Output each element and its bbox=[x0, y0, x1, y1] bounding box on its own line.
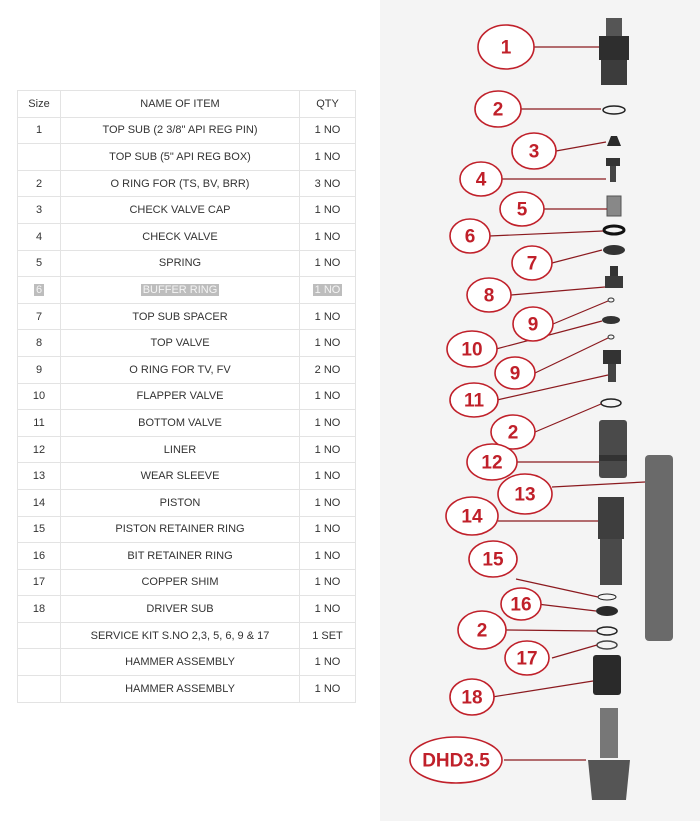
cell-name-text: BUFFER RING bbox=[142, 283, 218, 296]
cell-qty bbox=[300, 383, 356, 410]
callout-bubble bbox=[460, 162, 502, 196]
cell-name bbox=[61, 383, 300, 410]
table-row bbox=[18, 144, 356, 171]
wear-sleeve-part bbox=[645, 455, 673, 641]
cell-name bbox=[61, 676, 300, 703]
cell-size bbox=[18, 596, 61, 623]
table-row bbox=[18, 197, 356, 224]
callout-bubble bbox=[512, 246, 552, 280]
callout-number: 2 bbox=[492, 99, 504, 121]
cell-name bbox=[61, 144, 300, 171]
cell-size-text: 17 bbox=[32, 576, 46, 589]
cell-qty-text: 1 NO bbox=[314, 656, 341, 669]
cell-name bbox=[61, 516, 300, 543]
cell-size bbox=[18, 330, 61, 357]
cell-qty bbox=[300, 277, 356, 304]
callout-bubble bbox=[505, 641, 549, 675]
cell-name bbox=[61, 463, 300, 490]
cell-name-text: PISTON bbox=[159, 496, 201, 509]
header-qty: QTY bbox=[300, 91, 356, 118]
callout-number: 5 bbox=[516, 199, 528, 221]
callout-bubble bbox=[513, 307, 553, 341]
cell-name-text: SPRING bbox=[158, 257, 202, 270]
callout-number: 8 bbox=[483, 285, 495, 307]
cell-qty bbox=[300, 144, 356, 171]
cell-qty-text: 1 NO bbox=[314, 603, 341, 616]
cell-name bbox=[61, 489, 300, 516]
table-row bbox=[18, 330, 356, 357]
callout-number: 2 bbox=[476, 620, 488, 642]
callout-bubble bbox=[469, 541, 517, 577]
cell-qty bbox=[300, 410, 356, 437]
liner-part bbox=[599, 420, 627, 478]
header-name-of-item: NAME OF ITEM bbox=[61, 91, 300, 118]
table-row bbox=[18, 622, 356, 649]
exploded-view-diagram bbox=[380, 0, 700, 821]
cell-qty-text: 1 NO bbox=[314, 204, 341, 217]
cell-size-text: 13 bbox=[32, 470, 46, 483]
cell-size bbox=[18, 436, 61, 463]
cell-name-text: FLAPPER VALVE bbox=[136, 390, 224, 403]
cell-size-text: 10 bbox=[32, 390, 46, 403]
callout-bubble bbox=[495, 357, 535, 389]
callout-number: 18 bbox=[461, 687, 483, 709]
cell-size bbox=[18, 649, 61, 676]
drill-bit-part bbox=[588, 708, 630, 800]
cell-size bbox=[18, 383, 61, 410]
cell-size-text: 2 bbox=[35, 177, 43, 190]
piston-part bbox=[598, 497, 624, 585]
buffer-ring-part bbox=[604, 226, 624, 234]
cell-qty-text: 1 NO bbox=[314, 230, 341, 243]
table-row bbox=[18, 436, 356, 463]
table-row bbox=[18, 489, 356, 516]
table-row bbox=[18, 410, 356, 437]
cell-qty-text: 1 NO bbox=[314, 576, 341, 589]
table-row bbox=[18, 170, 356, 197]
table-row bbox=[18, 383, 356, 410]
cell-qty-text: 1 NO bbox=[314, 496, 341, 509]
cell-size bbox=[18, 170, 61, 197]
cell-size-text: 6 bbox=[35, 283, 43, 296]
cell-size bbox=[18, 117, 61, 144]
callout-bubble bbox=[467, 278, 511, 312]
table-row bbox=[18, 117, 356, 144]
cell-size bbox=[18, 569, 61, 596]
cell-size-text: 12 bbox=[32, 443, 46, 456]
o-ring-part bbox=[603, 106, 625, 114]
cell-qty bbox=[300, 622, 356, 649]
cell-qty-text: 1 SET bbox=[312, 629, 343, 642]
cell-name bbox=[61, 250, 300, 277]
table-row bbox=[18, 463, 356, 490]
bottom-valve-part bbox=[603, 350, 621, 382]
cell-name-text: TOP VALVE bbox=[150, 337, 210, 350]
cell-size bbox=[18, 410, 61, 437]
cell-name-text: BOTTOM VALVE bbox=[138, 416, 222, 429]
cell-qty bbox=[300, 676, 356, 703]
cell-name bbox=[61, 223, 300, 250]
cell-size bbox=[18, 144, 61, 171]
cell-size-text: 1 bbox=[35, 124, 43, 137]
callout-bubble bbox=[500, 192, 544, 226]
parts-table bbox=[17, 90, 356, 703]
cell-name-text: CHECK VALVE bbox=[142, 230, 218, 243]
cell-name bbox=[61, 622, 300, 649]
bit-retainer-ring-part bbox=[596, 606, 618, 616]
callout-bubble bbox=[458, 611, 506, 649]
cell-size bbox=[18, 250, 61, 277]
callout-number: DHD3.5 bbox=[422, 750, 490, 772]
cell-size-text: 11 bbox=[33, 416, 45, 429]
callout-bubble bbox=[512, 133, 556, 169]
callout-number: 15 bbox=[482, 549, 504, 571]
cell-size-text: 15 bbox=[32, 523, 46, 536]
cell-qty-text: 1 NO bbox=[314, 682, 341, 695]
cell-size bbox=[18, 622, 61, 649]
cell-name-text: HAMMER ASSEMBLY bbox=[125, 682, 235, 695]
cell-qty-text: 1 NO bbox=[314, 390, 341, 403]
cell-name bbox=[61, 277, 300, 304]
cell-size-text: 7 bbox=[35, 310, 43, 323]
cell-qty bbox=[300, 569, 356, 596]
cell-qty bbox=[300, 197, 356, 224]
table-row bbox=[18, 676, 356, 703]
table-header-row bbox=[18, 91, 356, 118]
callout-bubble bbox=[478, 25, 534, 69]
cell-qty-text: 3 NO bbox=[314, 177, 341, 190]
top-sub-part bbox=[599, 18, 629, 85]
callout-bubble bbox=[475, 91, 521, 127]
callout-number: 12 bbox=[481, 452, 503, 474]
callout-number: 14 bbox=[461, 506, 483, 528]
cell-qty bbox=[300, 223, 356, 250]
cell-qty bbox=[300, 516, 356, 543]
cell-qty-text: 1 NO bbox=[314, 310, 341, 323]
table-row bbox=[18, 516, 356, 543]
cell-size-text: 9 bbox=[35, 363, 43, 376]
model-label-bubble bbox=[410, 737, 502, 783]
cell-qty-text: 1 NO bbox=[314, 549, 341, 562]
cell-name-text: O RING FOR TV, FV bbox=[129, 363, 231, 376]
cell-name bbox=[61, 356, 300, 383]
cell-qty-text: 1 NO bbox=[314, 124, 341, 137]
callout-bubble bbox=[446, 497, 498, 535]
cell-name-text: TOP SUB SPACER bbox=[132, 310, 228, 323]
table-row bbox=[18, 223, 356, 250]
cell-size bbox=[18, 197, 61, 224]
table-row bbox=[18, 543, 356, 570]
cell-size bbox=[18, 489, 61, 516]
callout-bubble bbox=[498, 474, 552, 514]
cell-qty-text: 2 NO bbox=[314, 363, 341, 376]
cell-size-text: 4 bbox=[35, 230, 43, 243]
o-ring-small-part bbox=[608, 335, 614, 339]
cell-size-text: 5 bbox=[35, 257, 43, 270]
cell-qty-text: 1 NO bbox=[314, 470, 341, 483]
cell-qty-text: 1 NO bbox=[314, 443, 341, 456]
cell-qty-text: 1 NO bbox=[314, 150, 341, 163]
callout-number: 10 bbox=[461, 339, 483, 361]
exploded-view-panel bbox=[380, 0, 700, 821]
spring-part bbox=[607, 196, 621, 216]
piston-retainer-ring-part bbox=[598, 594, 616, 600]
cell-name-text: PISTON RETAINER RING bbox=[115, 523, 245, 536]
check-valve-cap-part bbox=[607, 136, 621, 146]
callout-bubble bbox=[450, 383, 498, 417]
cell-name-text: HAMMER ASSEMBLY bbox=[125, 656, 235, 669]
cell-qty bbox=[300, 170, 356, 197]
cell-size bbox=[18, 543, 61, 570]
cell-name bbox=[61, 197, 300, 224]
cell-qty bbox=[300, 303, 356, 330]
cell-name-text: CHECK VALVE CAP bbox=[129, 204, 231, 217]
cell-qty bbox=[300, 117, 356, 144]
cell-qty bbox=[300, 649, 356, 676]
cell-name bbox=[61, 410, 300, 437]
copper-shim-part bbox=[597, 641, 617, 649]
cell-size-text: 16 bbox=[32, 549, 46, 562]
callout-number: 4 bbox=[475, 169, 487, 191]
cell-size bbox=[18, 303, 61, 330]
callout-number: 9 bbox=[509, 363, 521, 385]
cell-size bbox=[18, 676, 61, 703]
table-row bbox=[18, 596, 356, 623]
cell-name bbox=[61, 170, 300, 197]
callout-bubble bbox=[501, 588, 541, 620]
cell-qty bbox=[300, 250, 356, 277]
table-body bbox=[18, 117, 356, 702]
cell-qty-text: 1 NO bbox=[314, 416, 341, 429]
callout-number: 1 bbox=[500, 37, 512, 59]
cell-name bbox=[61, 436, 300, 463]
cell-size bbox=[18, 463, 61, 490]
callout-bubble bbox=[447, 331, 497, 367]
cell-qty-text: 1 NO bbox=[314, 337, 341, 350]
cell-qty-text: 1 NO bbox=[314, 257, 341, 270]
cell-qty bbox=[300, 543, 356, 570]
cell-name-text: COPPER SHIM bbox=[141, 576, 219, 589]
cell-name-text: SERVICE KIT S.NO 2,3, 5, 6, 9 & 17 bbox=[90, 629, 270, 642]
o-ring-part bbox=[597, 627, 617, 635]
callout-number: 9 bbox=[527, 314, 539, 336]
header-size: Size bbox=[18, 91, 61, 118]
cell-size-text: 8 bbox=[35, 337, 43, 350]
cell-size bbox=[18, 516, 61, 543]
cell-qty bbox=[300, 489, 356, 516]
cell-qty bbox=[300, 330, 356, 357]
table-row bbox=[18, 649, 356, 676]
cell-name bbox=[61, 569, 300, 596]
cell-qty bbox=[300, 436, 356, 463]
cell-qty-text: 1 NO bbox=[314, 283, 341, 296]
callout-number: 3 bbox=[528, 141, 540, 163]
table-row bbox=[18, 277, 356, 304]
callout-number: 7 bbox=[526, 253, 538, 275]
cell-name bbox=[61, 330, 300, 357]
cell-name bbox=[61, 303, 300, 330]
driver-sub-part bbox=[593, 655, 621, 695]
flapper-valve-part bbox=[602, 316, 620, 324]
callout-number: 6 bbox=[464, 226, 476, 248]
cell-qty bbox=[300, 463, 356, 490]
cell-name-text: LINER bbox=[163, 443, 197, 456]
table-row bbox=[18, 250, 356, 277]
top-valve-part bbox=[605, 266, 623, 288]
check-valve-part bbox=[606, 158, 620, 182]
cell-size-text: 14 bbox=[32, 496, 46, 509]
cell-name-text: O RING FOR (TS, BV, BRR) bbox=[110, 177, 250, 190]
table-row bbox=[18, 569, 356, 596]
callout-number: 16 bbox=[510, 594, 532, 616]
cell-qty bbox=[300, 356, 356, 383]
callout-number: 2 bbox=[507, 422, 519, 444]
cell-size-text: 18 bbox=[32, 603, 46, 616]
cell-name-text: TOP SUB (5" API REG BOX) bbox=[109, 150, 251, 163]
cell-name-text: BIT RETAINER RING bbox=[127, 549, 233, 562]
callout-bubble bbox=[467, 444, 517, 480]
callout-labels bbox=[410, 25, 556, 783]
cell-name bbox=[61, 596, 300, 623]
callout-number: 13 bbox=[514, 484, 536, 506]
cell-name bbox=[61, 649, 300, 676]
o-ring-small-part bbox=[608, 298, 614, 302]
cell-name bbox=[61, 117, 300, 144]
callout-bubble bbox=[450, 679, 494, 715]
cell-qty-text: 1 NO bbox=[314, 523, 341, 536]
table-row bbox=[18, 303, 356, 330]
top-sub-spacer-part bbox=[603, 245, 625, 255]
cell-name-text: WEAR SLEEVE bbox=[140, 470, 220, 483]
cell-size-text: 3 bbox=[35, 204, 43, 217]
callout-number: 17 bbox=[516, 648, 538, 670]
table-row bbox=[18, 356, 356, 383]
o-ring-part bbox=[601, 399, 621, 407]
cell-name bbox=[61, 543, 300, 570]
cell-size bbox=[18, 356, 61, 383]
cell-size bbox=[18, 223, 61, 250]
cell-name-text: TOP SUB (2 3/8" API REG PIN) bbox=[102, 124, 258, 137]
cell-qty bbox=[300, 596, 356, 623]
callout-bubble bbox=[450, 219, 490, 253]
cell-name-text: DRIVER SUB bbox=[146, 603, 214, 616]
cell-size bbox=[18, 277, 61, 304]
diagram-parts bbox=[588, 18, 673, 800]
callout-number: 11 bbox=[463, 390, 485, 412]
